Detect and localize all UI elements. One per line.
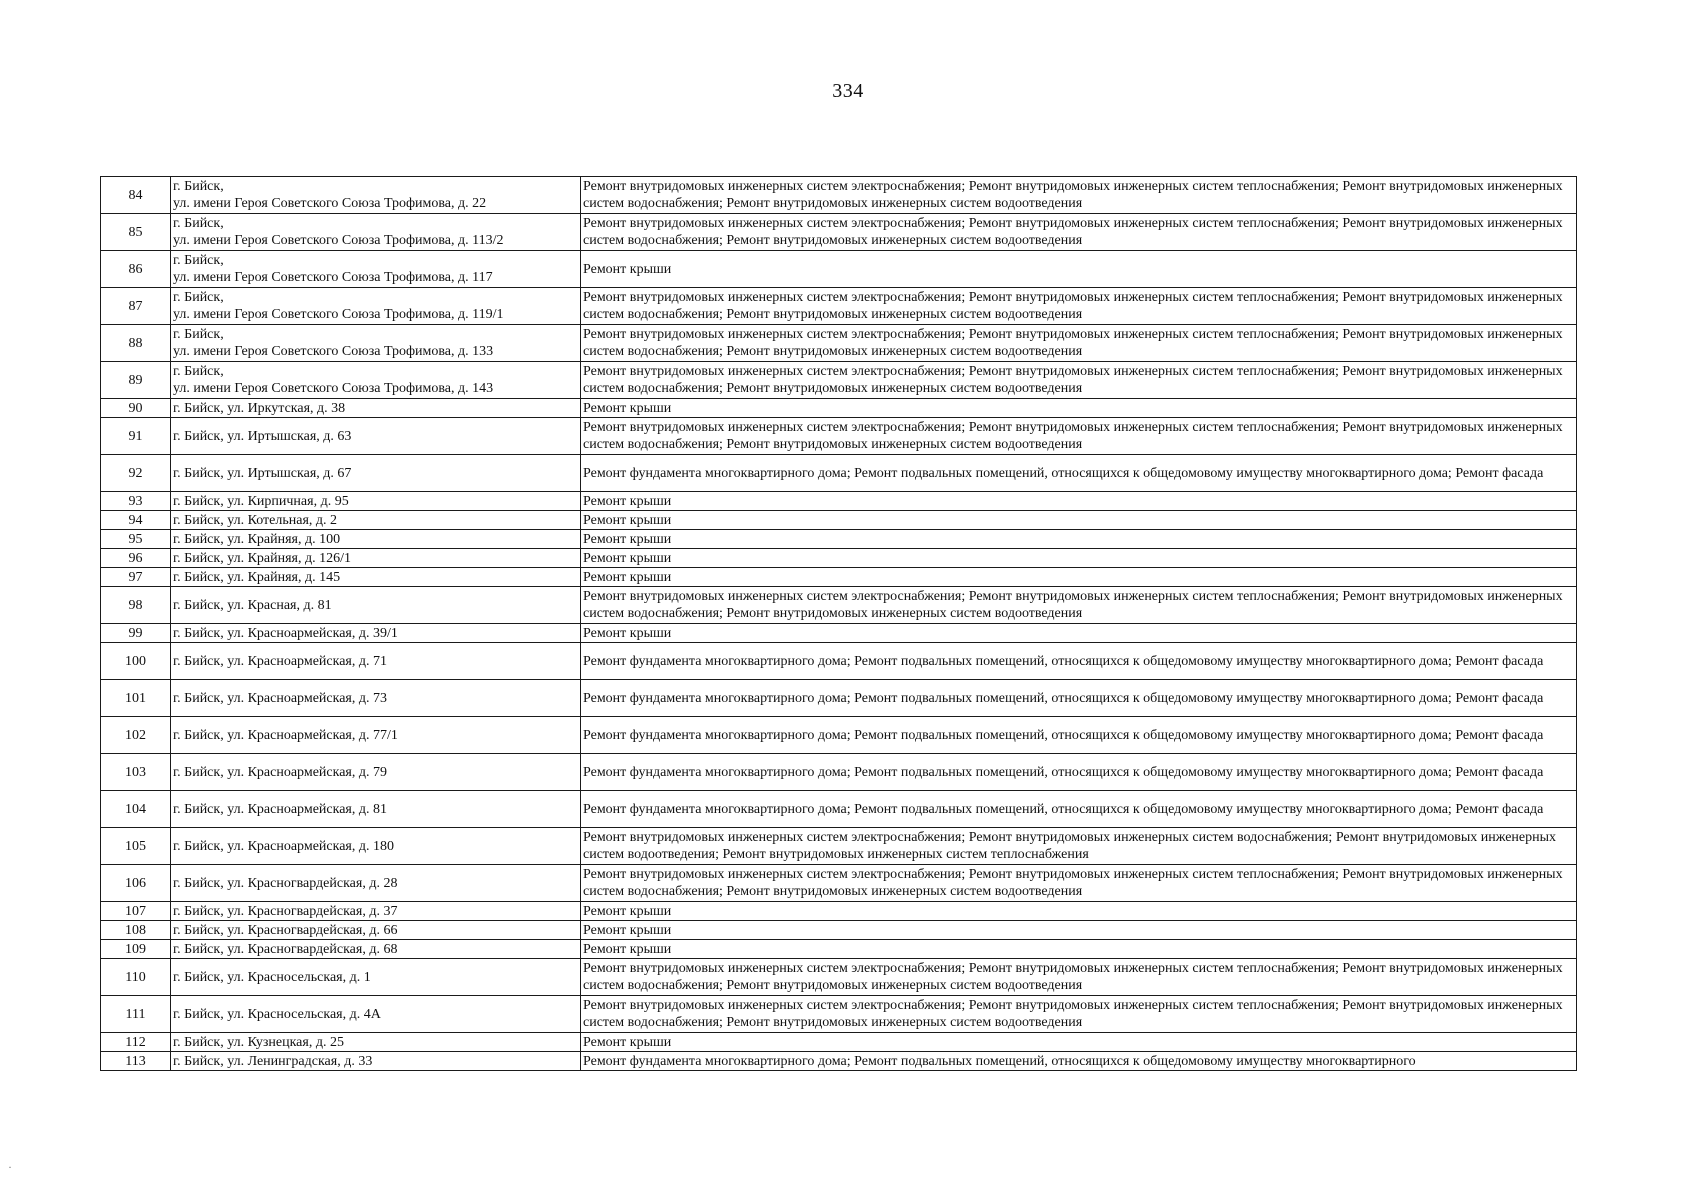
row-number-cell: 94 xyxy=(101,511,171,530)
table-row xyxy=(101,568,1577,587)
table-row xyxy=(101,251,1577,288)
works-cell: Ремонт фундамента многоквартирного дома; Ремонт подвальных помещений, относящихся к общедомовому имуществу многоквартирного дома; Ремонт фасада xyxy=(581,643,1577,680)
row-number-cell: 92 xyxy=(101,455,171,492)
address-cell: г. Бийск, ул. Красноармейская, д. 71 xyxy=(171,643,581,680)
address-cell: г. Бийск, ул. Котельная, д. 2 xyxy=(171,511,581,530)
address-cell: г. Бийск, ул. Красногвардейская, д. 28 xyxy=(171,865,581,902)
works-cell: Ремонт крыши xyxy=(581,902,1577,921)
address-cell: г. Бийск, ул. Крайняя, д. 100 xyxy=(171,530,581,549)
address-cell: г. Бийск, ул. Иркутская, д. 38 xyxy=(171,399,581,418)
row-number-cell: 111 xyxy=(101,996,171,1033)
works-cell: Ремонт внутридомовых инженерных систем электроснабжения; Ремонт внутридомовых инженерных систем теплоснабжения; Ремонт внутридомовых инженерных систем водоснабжения; Ремонт внутридомовых инженерных систем водоотведения xyxy=(581,865,1577,902)
row-number-cell: 84 xyxy=(101,177,171,214)
page-number: 334 xyxy=(832,80,864,102)
row-number-cell: 96 xyxy=(101,549,171,568)
works-cell: Ремонт крыши xyxy=(581,940,1577,959)
address-cell: г. Бийск, ул. Крайняя, д. 126/1 xyxy=(171,549,581,568)
works-cell: Ремонт фундамента многоквартирного дома; Ремонт подвальных помещений, относящихся к общедомовому имуществу многоквартирного xyxy=(581,1052,1577,1071)
table-row xyxy=(101,399,1577,418)
works-cell: Ремонт крыши xyxy=(581,251,1577,288)
row-number-cell: 113 xyxy=(101,1052,171,1071)
address-cell: г. Бийск, ул. Красноармейская, д. 39/1 xyxy=(171,624,581,643)
address-cell: г. Бийск, ул. Красносельская, д. 4А xyxy=(171,996,581,1033)
row-number-cell: 103 xyxy=(101,754,171,791)
table-row xyxy=(101,754,1577,791)
address-cell: г. Бийск, ул. Красносельская, д. 1 xyxy=(171,959,581,996)
table-row xyxy=(101,680,1577,717)
row-number-cell: 87 xyxy=(101,288,171,325)
works-cell: Ремонт крыши xyxy=(581,1033,1577,1052)
table-row xyxy=(101,717,1577,754)
table-row xyxy=(101,1052,1577,1071)
row-number-cell: 85 xyxy=(101,214,171,251)
row-number-cell: 95 xyxy=(101,530,171,549)
works-cell: Ремонт внутридомовых инженерных систем электроснабжения; Ремонт внутридомовых инженерных систем водоснабжения; Ремонт внутридомовых инженерных систем водоотведения; Ремонт внутридомовых инженерных систем теплоснабжения xyxy=(581,828,1577,865)
address-cell: г. Бийск, ул. имени Героя Советского Союза Трофимова, д. 117 xyxy=(171,251,581,288)
row-number-cell: 86 xyxy=(101,251,171,288)
row-number-cell: 99 xyxy=(101,624,171,643)
table-row xyxy=(101,828,1577,865)
works-cell: Ремонт фундамента многоквартирного дома; Ремонт подвальных помещений, относящихся к общедомовому имуществу многоквартирного дома; Ремонт фасада xyxy=(581,680,1577,717)
address-cell: г. Бийск, ул. имени Героя Советского Союза Трофимова, д. 119/1 xyxy=(171,288,581,325)
address-cell: г. Бийск, ул. Иртышская, д. 67 xyxy=(171,455,581,492)
table-row xyxy=(101,362,1577,399)
table-row xyxy=(101,492,1577,511)
works-cell: Ремонт крыши xyxy=(581,568,1577,587)
address-cell: г. Бийск, ул. Красногвардейская, д. 66 xyxy=(171,921,581,940)
table-row xyxy=(101,865,1577,902)
address-cell: г. Бийск, ул. Красноармейская, д. 180 xyxy=(171,828,581,865)
address-cell: г. Бийск, ул. Красноармейская, д. 79 xyxy=(171,754,581,791)
table-row xyxy=(101,418,1577,455)
table-row xyxy=(101,643,1577,680)
table-row xyxy=(101,902,1577,921)
table-row xyxy=(101,511,1577,530)
works-cell: Ремонт фундамента многоквартирного дома; Ремонт подвальных помещений, относящихся к общедомовому имуществу многоквартирного дома; Ремонт фасада xyxy=(581,791,1577,828)
row-number-cell: 110 xyxy=(101,959,171,996)
table-row xyxy=(101,455,1577,492)
row-number-cell: 101 xyxy=(101,680,171,717)
table-row xyxy=(101,177,1577,214)
table-row xyxy=(101,791,1577,828)
address-cell: г. Бийск, ул. имени Героя Советского Союза Трофимова, д. 22 xyxy=(171,177,581,214)
row-number-cell: 100 xyxy=(101,643,171,680)
address-cell: г. Бийск, ул. Красноармейская, д. 81 xyxy=(171,791,581,828)
works-cell: Ремонт крыши xyxy=(581,492,1577,511)
address-cell: г. Бийск, ул. Крайняя, д. 145 xyxy=(171,568,581,587)
row-number-cell: 97 xyxy=(101,568,171,587)
row-number-cell: 109 xyxy=(101,940,171,959)
row-number-cell: 91 xyxy=(101,418,171,455)
address-cell: г. Бийск, ул. имени Героя Советского Союза Трофимова, д. 113/2 xyxy=(171,214,581,251)
table-row xyxy=(101,959,1577,996)
row-number-cell: 107 xyxy=(101,902,171,921)
row-number-cell: 93 xyxy=(101,492,171,511)
works-cell: Ремонт крыши xyxy=(581,511,1577,530)
row-number-cell: 112 xyxy=(101,1033,171,1052)
works-cell: Ремонт внутридомовых инженерных систем электроснабжения; Ремонт внутридомовых инженерных систем теплоснабжения; Ремонт внутридомовых инженерных систем водоснабжения; Ремонт внутридомовых инженерных систем водоотведения xyxy=(581,288,1577,325)
row-number-cell: 106 xyxy=(101,865,171,902)
works-cell: Ремонт крыши xyxy=(581,530,1577,549)
address-cell: г. Бийск, ул. Красногвардейская, д. 68 xyxy=(171,940,581,959)
table-row xyxy=(101,325,1577,362)
table-row xyxy=(101,940,1577,959)
repair-registry-table xyxy=(100,176,1577,1071)
row-number-cell: 90 xyxy=(101,399,171,418)
table-row xyxy=(101,288,1577,325)
works-cell: Ремонт внутридомовых инженерных систем электроснабжения; Ремонт внутридомовых инженерных систем теплоснабжения; Ремонт внутридомовых инженерных систем водоснабжения; Ремонт внутридомовых инженерных систем водоотведения xyxy=(581,418,1577,455)
row-number-cell: 88 xyxy=(101,325,171,362)
row-number-cell: 102 xyxy=(101,717,171,754)
address-cell: г. Бийск, ул. имени Героя Советского Союза Трофимова, д. 133 xyxy=(171,325,581,362)
row-number-cell: 98 xyxy=(101,587,171,624)
table-row xyxy=(101,1033,1577,1052)
works-cell: Ремонт внутридомовых инженерных систем электроснабжения; Ремонт внутридомовых инженерных систем теплоснабжения; Ремонт внутридомовых инженерных систем водоснабжения; Ремонт внутридомовых инженерных систем водоотведения xyxy=(581,214,1577,251)
table-row xyxy=(101,530,1577,549)
address-cell: г. Бийск, ул. Красногвардейская, д. 37 xyxy=(171,902,581,921)
works-cell: Ремонт внутридомовых инженерных систем электроснабжения; Ремонт внутридомовых инженерных систем теплоснабжения; Ремонт внутридомовых инженерных систем водоснабжения; Ремонт внутридомовых инженерных систем водоотведения xyxy=(581,587,1577,624)
works-cell: Ремонт крыши xyxy=(581,399,1577,418)
works-cell: Ремонт крыши xyxy=(581,624,1577,643)
works-cell: Ремонт фундамента многоквартирного дома; Ремонт подвальных помещений, относящихся к общедомовому имуществу многоквартирного дома; Ремонт фасада xyxy=(581,754,1577,791)
address-cell: г. Бийск, ул. Иртышская, д. 63 xyxy=(171,418,581,455)
table-row xyxy=(101,624,1577,643)
address-cell: г. Бийск, ул. имени Героя Советского Союза Трофимова, д. 143 xyxy=(171,362,581,399)
table-row xyxy=(101,549,1577,568)
works-cell: Ремонт внутридомовых инженерных систем электроснабжения; Ремонт внутридомовых инженерных систем теплоснабжения; Ремонт внутридомовых инженерных систем водоснабжения; Ремонт внутридомовых инженерных систем водоотведения xyxy=(581,325,1577,362)
works-cell: Ремонт внутридомовых инженерных систем электроснабжения; Ремонт внутридомовых инженерных систем теплоснабжения; Ремонт внутридомовых инженерных систем водоснабжения; Ремонт внутридомовых инженерных систем водоотведения xyxy=(581,996,1577,1033)
works-cell: Ремонт внутридомовых инженерных систем электроснабжения; Ремонт внутридомовых инженерных систем теплоснабжения; Ремонт внутридомовых инженерных систем водоснабжения; Ремонт внутридомовых инженерных систем водоотведения xyxy=(581,362,1577,399)
table-row xyxy=(101,996,1577,1033)
works-cell: Ремонт фундамента многоквартирного дома; Ремонт подвальных помещений, относящихся к общедомовому имуществу многоквартирного дома; Ремонт фасада xyxy=(581,455,1577,492)
row-number-cell: 89 xyxy=(101,362,171,399)
address-cell: г. Бийск, ул. Красная, д. 81 xyxy=(171,587,581,624)
works-cell: Ремонт внутридомовых инженерных систем электроснабжения; Ремонт внутридомовых инженерных систем теплоснабжения; Ремонт внутридомовых инженерных систем водоснабжения; Ремонт внутридомовых инженерных систем водоотведения xyxy=(581,959,1577,996)
scan-speck: · xyxy=(8,1160,12,1174)
works-cell: Ремонт крыши xyxy=(581,921,1577,940)
address-cell: г. Бийск, ул. Красноармейская, д. 73 xyxy=(171,680,581,717)
works-cell: Ремонт крыши xyxy=(581,549,1577,568)
address-cell: г. Бийск, ул. Ленинградская, д. 33 xyxy=(171,1052,581,1071)
registry-body xyxy=(101,177,1577,1071)
address-cell: г. Бийск, ул. Красноармейская, д. 77/1 xyxy=(171,717,581,754)
works-cell: Ремонт внутридомовых инженерных систем электроснабжения; Ремонт внутридомовых инженерных систем теплоснабжения; Ремонт внутридомовых инженерных систем водоснабжения; Ремонт внутридомовых инженерных систем водоотведения xyxy=(581,177,1577,214)
address-cell: г. Бийск, ул. Кузнецкая, д. 25 xyxy=(171,1033,581,1052)
address-cell: г. Бийск, ул. Кирпичная, д. 95 xyxy=(171,492,581,511)
works-cell: Ремонт фундамента многоквартирного дома; Ремонт подвальных помещений, относящихся к общедомовому имуществу многоквартирного дома; Ремонт фасада xyxy=(581,717,1577,754)
table-row xyxy=(101,214,1577,251)
row-number-cell: 108 xyxy=(101,921,171,940)
table-row xyxy=(101,587,1577,624)
table-row xyxy=(101,921,1577,940)
row-number-cell: 105 xyxy=(101,828,171,865)
row-number-cell: 104 xyxy=(101,791,171,828)
